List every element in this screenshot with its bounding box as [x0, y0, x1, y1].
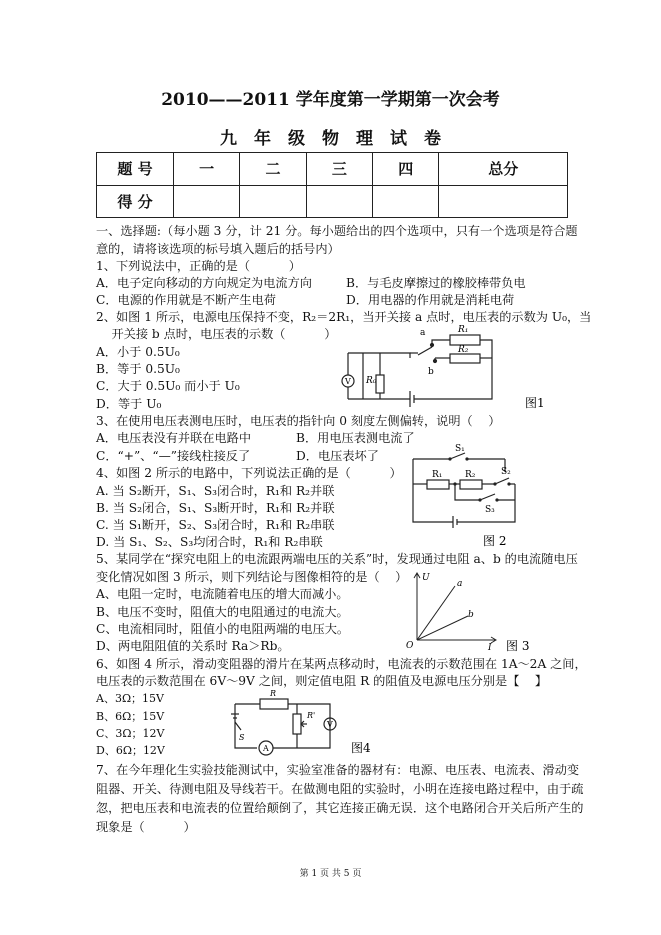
question-6: 6、如图 4 所示，滑动变阻器的滑片在某两点移动时，电流表的示数范围在 1A～2A 之间，: [96, 657, 587, 671]
fig4-label: V: [327, 720, 333, 729]
score-cell: 一: [174, 153, 240, 186]
score-table: [96, 152, 568, 218]
fig4-label: S: [239, 733, 245, 742]
figure-4-caption: 图4: [351, 741, 371, 755]
fig1-label: R₀: [366, 376, 377, 386]
section-heading: 一、选择题:（每小题 3 分，计 21 分。每小题给出的四个选项中，只有一个选项是符合题: [96, 224, 578, 238]
option-text: A．电压表没有并联在电路中: [96, 431, 252, 445]
figure-3-caption: 图 3: [506, 639, 530, 653]
score-table-score-row: [97, 185, 568, 218]
fig3-label: U: [422, 573, 430, 583]
fig2-label: R₂: [465, 470, 476, 480]
option-text: A、3Ω；15V: [96, 692, 165, 705]
fig4-label: R: [270, 689, 277, 698]
option-text: A．电子定向移动的方向规定为电流方向: [96, 276, 312, 290]
figure-1-circuit: [340, 323, 560, 413]
question-5: 5、某同学在“探究电阻上的电流跟两端电压的关系”时，发现通过电阻 a、b 的电流随电压: [96, 552, 578, 566]
figure-2-circuit: [405, 442, 530, 552]
score-entry[interactable]: [306, 185, 372, 218]
page-footer: 第 1 页 共 5 页: [299, 869, 362, 879]
score-entry[interactable]: [240, 185, 306, 218]
section-heading-cont: 意的，请将该选项的标号填入题后的括号内）: [96, 242, 340, 256]
question-6-cont: 电压表的示数范围在 6V～9V 之间，则定值电阻 R 的阻值及电源电压分别是【 】: [96, 674, 548, 688]
paper-title: 九年级物理试卷: [220, 129, 458, 149]
option-text: D、两电阻阻值的关系时 Ra＞Rb。: [96, 639, 290, 653]
fig3-label: I: [488, 643, 492, 653]
option-text: A．小于 0.5U₀: [96, 345, 180, 359]
option-text: A. 当 S₂断开，S₁、S₃闭合时，R₁和 R₂并联: [96, 484, 335, 498]
option-text: D．用电器的作用就是消耗电荷: [346, 293, 515, 307]
option-text: C．电源的作用就是不断产生电荷: [96, 293, 276, 307]
figure-4-circuit: [225, 688, 385, 758]
fig1-label: a: [420, 328, 426, 338]
fig2-label: S₁: [455, 444, 465, 454]
question-7-cont: 现象是（ ）: [96, 820, 196, 834]
fig3-label: O: [406, 641, 414, 651]
question-5-cont: 变化情况如图 3 所示，则下列结论与图像相符的是（ ）: [96, 570, 408, 584]
score-entry[interactable]: [439, 185, 568, 218]
score-cell: 二: [240, 153, 306, 186]
score-entry[interactable]: [174, 185, 240, 218]
fig2-label: R₁: [432, 470, 443, 480]
option-text: D、6Ω；12V: [96, 744, 165, 757]
option-text: B. 当 S₂闭合，S₁、S₃断开时，R₁和 R₂并联: [96, 501, 335, 515]
question-1: 1、下列说法中，正确的是（ ）: [96, 259, 301, 273]
question-7: 7、在今年理化生实验技能测试中，实验室准备的器材有：电源、电压表、电流表、滑动变: [96, 763, 580, 777]
fig4-label: A: [263, 744, 269, 753]
score-cell: 得 分: [97, 185, 174, 218]
score-entry[interactable]: [373, 185, 439, 218]
score-cell: 四: [373, 153, 439, 186]
score-cell: 三: [306, 153, 372, 186]
figure-3-graph: [400, 568, 560, 656]
score-table-header-row: [97, 153, 568, 186]
option-text: C. 当 S₁断开，S₂、S₃闭合时，R₁和 R₂串联: [96, 518, 335, 532]
fig1-label: b: [428, 367, 434, 377]
fig2-label: S₃: [485, 505, 495, 515]
figure-2-caption: 图 2: [483, 534, 507, 548]
option-text: B．与毛皮摩擦过的橡胶棒带负电: [346, 276, 526, 290]
option-text: B、6Ω；15V: [96, 710, 165, 723]
exam-title: 2010——2011 学年度第一学期第一次会考: [161, 90, 500, 110]
option-text: C．“+”、“—”接线柱接反了: [96, 449, 251, 463]
option-text: B．用电压表测电流了: [296, 431, 415, 445]
question-2: 2、如图 1 所示，电源电压保持不变，R₂＝2R₁，当开关接 a 点时，电压表的示数为 U₀，当: [96, 310, 592, 324]
question-4: 4、如图 2 所示的电路中，下列说法正确的是（ ）: [96, 466, 402, 480]
fig1-label: R₁: [458, 325, 469, 335]
fig1-label: V: [345, 377, 351, 386]
option-text: C、3Ω；12V: [96, 727, 165, 740]
figure-1-caption: 图1: [525, 396, 545, 410]
fig1-label: R₂: [458, 345, 469, 355]
question-7-cont: 阻器、开关、待测电阻及导线若干。在做测电阻的实验时，小明在连接电路过程中，由于疏: [96, 782, 584, 796]
option-text: D. 当 S₁、S₂、S₃均闭合时，R₁和 R₂串联: [96, 535, 323, 549]
option-text: C．大于 0.5U₀ 而小于 U₀: [96, 379, 240, 393]
score-cell: 题 号: [97, 153, 174, 186]
question-3: 3、在使用电压表测电压时，电压表的指针向 0 刻度左侧偏转，说明（ ）: [96, 414, 501, 428]
question-7-cont: 忽，把电压表和电流表的位置给颠倒了，其它连接正确无误．这个电路闭合开关后所产生的: [96, 801, 584, 815]
option-text: D．等于 U₀: [96, 397, 162, 411]
option-text: B．等于 0.5U₀: [96, 362, 180, 376]
fig4-label: R': [307, 711, 316, 720]
question-2-cont: 开关接 b 点时，电压表的示数（ ）: [96, 327, 337, 341]
fig3-label: a: [457, 579, 463, 589]
option-text: D．电压表坏了: [296, 449, 379, 463]
score-cell: 总分: [439, 153, 568, 186]
option-text: C、电流相同时，阻值小的电阻两端的电压大。: [96, 622, 350, 636]
fig3-label: b: [468, 610, 474, 620]
option-text: B、电压不变时，阻值大的电阻通过的电流大。: [96, 605, 349, 619]
option-text: A、电阻一定时，电流随着电压的增大而减小。: [96, 587, 349, 601]
fig2-label: S₂: [501, 467, 511, 477]
